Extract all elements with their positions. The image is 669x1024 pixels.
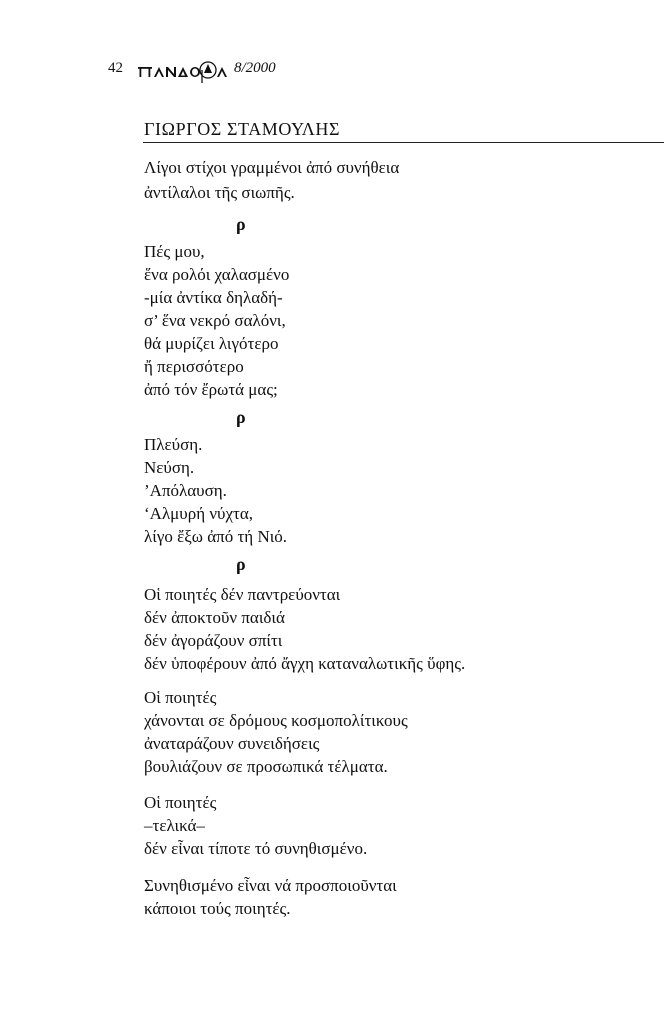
poem-line: σ’ ἕνα νεκρό σαλόνι, — [144, 311, 286, 330]
section-ornament: ρ — [236, 554, 246, 574]
poem-line: Οἱ ποιητές δέν παντρεύονται — [144, 585, 341, 604]
poem-line: Συνηθισμένο εἶναι νά προσποιοῦνται — [144, 876, 397, 895]
poem-line: ἕνα ρολόι χαλασμένο — [144, 265, 290, 284]
poem-line: -μία ἀντίκα δηλαδή- — [144, 288, 283, 307]
poem-line: ἀντίλαλοι τῆς σιωπῆς. — [144, 183, 295, 202]
section-ornament: ρ — [236, 407, 246, 427]
poem-line: Οἱ ποιητές — [144, 793, 217, 812]
poem-line: βουλιάζουν σε προσωπικά τέλματα. — [144, 757, 388, 776]
issue-date: 8/2000 — [234, 60, 276, 76]
poem-line: ’Απόλαυση. — [144, 481, 227, 500]
magazine-logo — [138, 58, 230, 89]
poem-line: κάποιοι τούς ποιητές. — [144, 899, 291, 918]
poem-line: λίγο ἔξω ἀπό τή Νιό. — [144, 527, 288, 546]
section-ornament: ρ — [236, 214, 246, 234]
poem-line: Νεύση. — [144, 458, 195, 477]
poem-line: δέν ὑποφέρουν ἀπό ἄγχη καταναλωτικῆς ὕφης. — [144, 654, 466, 673]
poem-line: δέν εἶναι τίποτε τό συνηθισμένο. — [144, 839, 368, 858]
running-header — [108, 58, 648, 84]
poem-line: χάνονται σε δρόμους κοσμοπολίτικους — [144, 711, 408, 730]
poem-line: δέν ἀγοράζουν σπίτι — [144, 631, 283, 650]
author-name: ΓΙΩΡΓΟΣ ΣΤΑΜΟΥΛΗΣ — [144, 119, 341, 139]
header-rule — [143, 142, 664, 143]
poem-line: ἀναταράζουν συνειδήσεις — [144, 734, 320, 753]
poem-line: δέν ἀποκτοῦν παιδιά — [144, 608, 285, 627]
poem-line: Πές μου, — [144, 242, 205, 261]
poem-line: θά μυρίζει λιγότερο — [144, 334, 279, 353]
poem-line: Πλεύση. — [144, 435, 203, 454]
poem-line: ἤ περισσότερο — [144, 357, 244, 376]
poem-line: Οἱ ποιητές — [144, 688, 217, 707]
pandora-logo-icon — [138, 58, 230, 84]
poem-line: Λίγοι στίχοι γραμμένοι ἀπό συνήθεια — [144, 158, 400, 177]
poem-line: –τελικά– — [144, 816, 205, 835]
page-number: 42 — [108, 60, 123, 76]
poem-line: ἀπό τόν ἔρωτά μας; — [144, 380, 278, 399]
poem-line: ‘Αλμυρή νύχτα, — [144, 504, 253, 523]
